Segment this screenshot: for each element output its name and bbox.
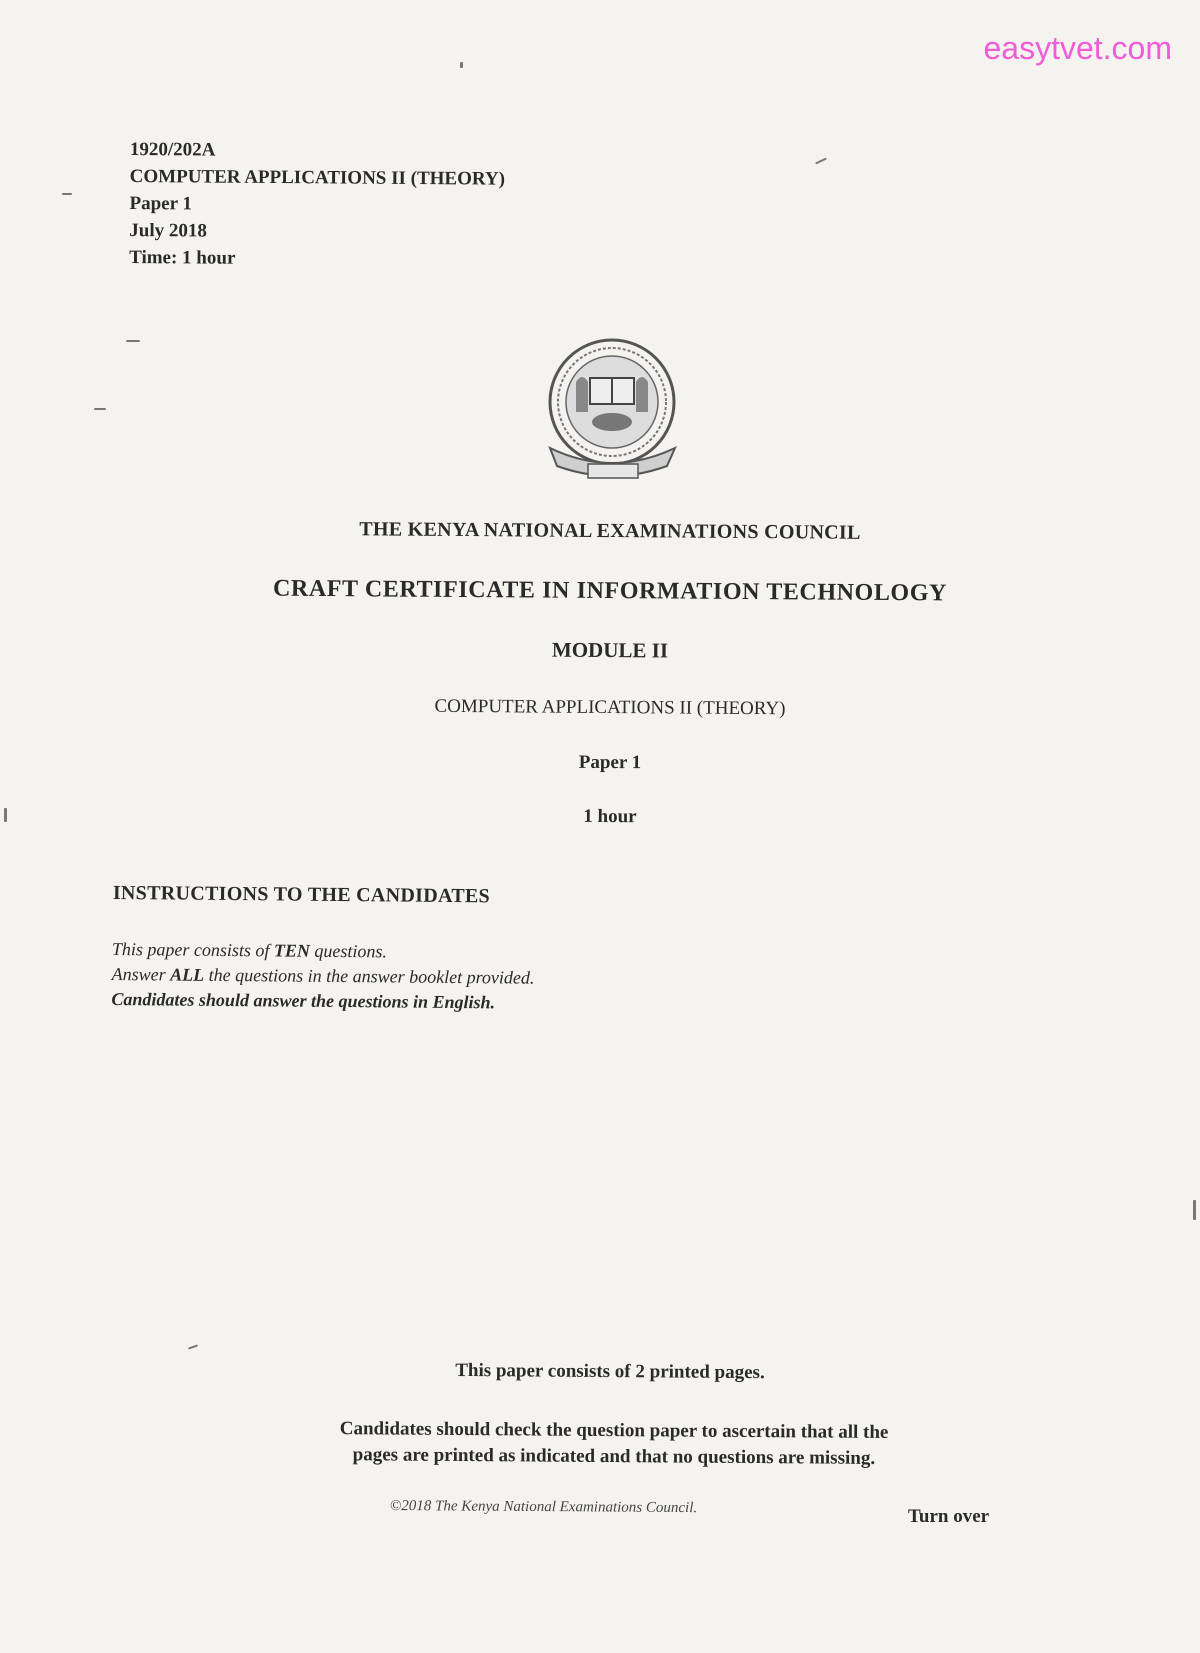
scan-speck: [94, 408, 106, 410]
instruction-line: Answer ALL the questions in the answer booklet provided.: [111, 963, 535, 988]
scan-speck: [1193, 1200, 1196, 1220]
knec-seal-icon: [540, 330, 685, 490]
scan-speck: [4, 808, 7, 822]
paper-header: [129, 136, 505, 274]
paper-label: Paper 1: [578, 751, 642, 774]
course-title: CRAFT CERTIFICATE IN INFORMATION TECHNOLOGY: [272, 575, 948, 607]
scan-speck: [460, 62, 463, 68]
paper-subject: COMPUTER APPLICATIONS II (THEORY): [129, 165, 506, 190]
instructions-list: [111, 937, 534, 1016]
instruction-line: This paper consists of TEN questions.: [111, 938, 388, 962]
check-note-line: pages are printed as indicated and that no questions are missing.: [352, 1444, 876, 1469]
council-name: THE KENYA NATIONAL EXAMINATIONS COUNCIL: [359, 518, 861, 544]
paper-code: 1920/202A: [129, 138, 216, 161]
paper-number: Paper 1: [129, 192, 193, 215]
paper-time: Time: 1 hour: [129, 246, 236, 269]
printed-pages-note: This paper consists of 2 printed pages.: [455, 1359, 765, 1384]
instructions-heading: INSTRUCTIONS TO THE CANDIDATES: [112, 882, 491, 908]
scan-speck: [815, 158, 827, 165]
watermark: easytvet.com: [983, 30, 1172, 66]
turn-over-label: Turn over: [908, 1506, 990, 1527]
instruction-line: Candidates should answer the questions in English.: [111, 988, 496, 1013]
module-title: MODULE II: [551, 637, 669, 663]
scan-speck: [62, 193, 72, 195]
check-note-line: Candidates should check the question paper to ascertain that all the: [339, 1418, 889, 1443]
scan-speck: [188, 1344, 198, 1349]
copyright-notice: ©2018 The Kenya National Examinations Council.: [389, 1498, 698, 1517]
scan-speck: [126, 340, 140, 342]
paper-date: July 2018: [129, 219, 208, 242]
check-note: [0, 1414, 1200, 1474]
duration-label: 1 hour: [583, 805, 637, 828]
subject-title: COMPUTER APPLICATIONS II (THEORY): [434, 695, 786, 720]
